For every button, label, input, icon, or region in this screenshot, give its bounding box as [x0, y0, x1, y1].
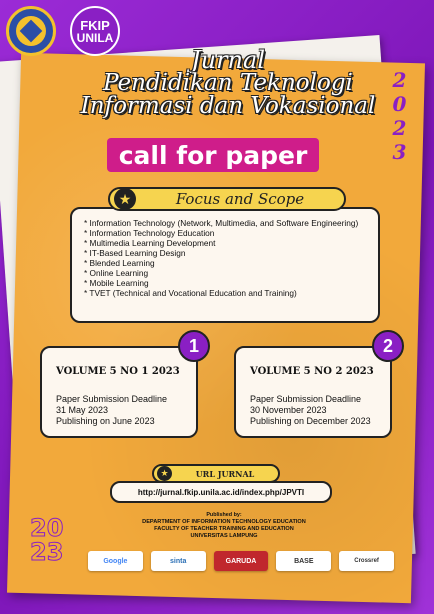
published-by-label: Published by:: [206, 512, 242, 518]
journal-title: [78, 48, 378, 118]
url-heading: [152, 464, 280, 483]
fkip-logo-text: FKIP: [80, 17, 110, 33]
base-logo[interactable]: BASE: [276, 551, 331, 571]
deadline-label: Paper Submission Deadline: [250, 394, 362, 404]
publishing-date: Publishing on December 2023: [250, 416, 371, 426]
volume-2-card: [234, 346, 392, 438]
focus-scope-box: [70, 207, 380, 323]
volume-1-card: [40, 346, 198, 438]
title-line-1: Jurnal: [191, 46, 265, 74]
list-item: * Blended Learning: [84, 258, 155, 268]
list-item: * IT-Based Learning Design: [84, 248, 186, 258]
garuda-logo[interactable]: GARUDA: [214, 551, 269, 571]
deadline-date: 31 May 2023: [56, 405, 109, 415]
journal-url-link[interactable]: http://jurnal.fkip.unila.ac.id/index.php/JPVTI: [110, 481, 332, 503]
url-heading-label: URL JURNAL: [195, 468, 255, 479]
star-icon: ★: [157, 466, 172, 481]
sinta-logo[interactable]: sinta: [151, 551, 206, 571]
vertical-year: [388, 68, 410, 167]
list-item: * Online Learning: [84, 268, 149, 278]
publisher-line: DEPARTMENT OF INFORMATION TECHNOLOGY EDUCATION: [142, 519, 306, 525]
title-line-2: Pendidikan Teknologi: [103, 70, 353, 96]
crossref-logo[interactable]: Crossref: [339, 551, 394, 571]
call-for-paper-banner: call for paper: [107, 138, 319, 172]
volume-number-badge: 1: [178, 330, 210, 362]
volume-title: VOLUME 5 NO 2 2023: [250, 366, 374, 377]
list-item: * TVET (Technical and Vocational Education and Training): [84, 288, 297, 298]
list-item: * Information Technology Education: [84, 228, 215, 238]
publisher-line: UNIVERSITAS LAMPUNG: [190, 533, 258, 539]
focus-scope-heading: [108, 187, 346, 211]
volume-title: VOLUME 5 NO 1 2023: [56, 366, 180, 377]
indexer-logos: [88, 551, 394, 571]
deadline-date: 30 November 2023: [250, 405, 327, 415]
list-item: * Mobile Learning: [84, 278, 149, 288]
unila-logo-text: UNILA: [76, 30, 114, 45]
publishing-date: Publishing on June 2023: [56, 416, 155, 426]
title-line-3: Informasi dan Vokasional: [80, 93, 376, 119]
decorative-year: [30, 516, 63, 564]
year-digits: [388, 68, 410, 167]
focus-scope-list: [84, 218, 372, 298]
year-text: 2023: [387, 68, 412, 164]
volume-number-badge: 2: [372, 330, 404, 362]
publisher-line: FACULTY OF TEACHER TRAINING AND EDUCATION: [154, 526, 294, 532]
publisher-info: [104, 512, 344, 540]
decorative-year-bottom: 23: [30, 538, 64, 566]
deadline-label: Paper Submission Deadline: [56, 394, 168, 404]
star-icon: ★: [114, 188, 136, 210]
list-item: * Information Technology (Network, Multimedia, and Software Engineering): [84, 218, 359, 228]
list-item: * Multimedia Learning Development: [84, 238, 216, 248]
unila-logo: [6, 6, 56, 56]
decorative-year-top: 20: [30, 514, 64, 542]
focus-scope-label: Focus and Scope: [175, 190, 305, 208]
google-scholar-logo[interactable]: Google: [88, 551, 143, 571]
